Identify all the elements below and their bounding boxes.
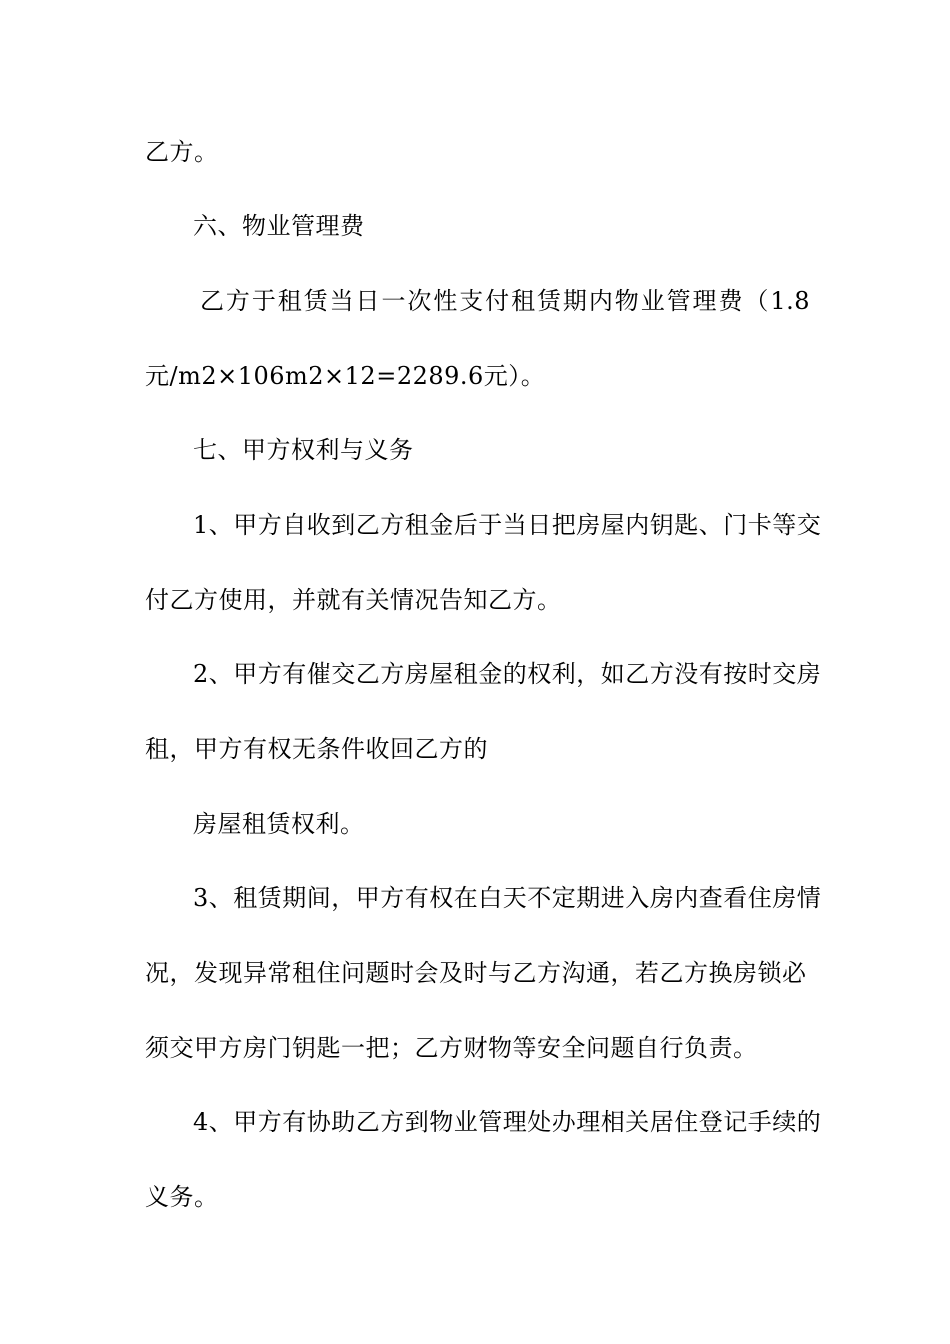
text-line: 房屋租赁权利。 <box>193 810 365 838</box>
text-line: 4、甲方有协助乙方到物业管理处办理相关居住登记手续的 <box>193 1108 822 1136</box>
text-line: 付乙方使用，并就有关情况告知乙方。 <box>145 586 562 614</box>
text-line: 乙方于租赁当日一次性支付租赁期内物业管理费（1.8 <box>200 287 810 315</box>
text-line: 元/m2×106m2×12=2289.6元）。 <box>145 362 546 390</box>
text-line: 1、甲方自收到乙方租金后于当日把房屋内钥匙、门卡等交 <box>193 511 822 539</box>
text-line: 租，甲方有权无条件收回乙方的 <box>145 735 488 763</box>
section-heading-property-fee: 六、物业管理费 <box>193 212 365 240</box>
text-line: 乙方。 <box>145 138 219 166</box>
text-line: 3、租赁期间，甲方有权在白天不定期进入房内查看住房情 <box>193 884 822 912</box>
text-line: 须交甲方房门钥匙一把；乙方财物等安全问题自行负责。 <box>145 1034 758 1062</box>
text-line: 2、甲方有催交乙方房屋租金的权利，如乙方没有按时交房 <box>193 660 822 688</box>
text-line: 况，发现异常租住问题时会及时与乙方沟通，若乙方换房锁必 <box>145 959 807 987</box>
text-line: 义务。 <box>145 1183 219 1211</box>
section-heading-rights-obligations: 七、甲方权利与义务 <box>193 436 414 464</box>
